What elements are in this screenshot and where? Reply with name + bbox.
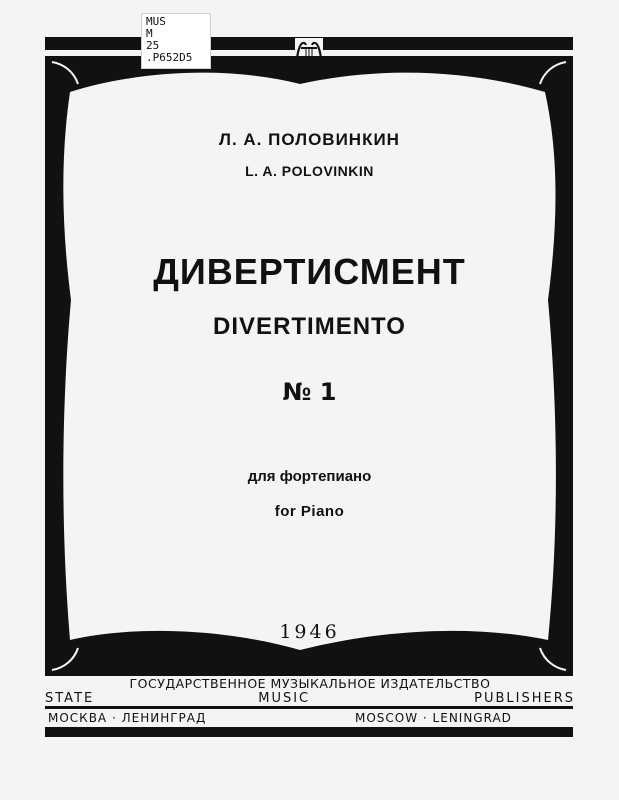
title-en: DIVERTIMENTO	[213, 313, 406, 340]
call-number-line: .P652D5	[146, 51, 193, 64]
title-ru: ДИВЕРТИСМЕНТ	[153, 251, 466, 292]
work-number: № 1	[282, 378, 337, 406]
call-number-line: MUS	[146, 15, 166, 28]
band-rule-top	[45, 706, 573, 709]
instrument-ru: для фортепиано	[247, 468, 372, 485]
composer-name-en: L. A. POLOVINKIN	[245, 163, 374, 179]
library-call-number-label	[141, 13, 211, 69]
publisher-name-ru: ГОСУДАРСТВЕННОЕ МУЗЫКАЛЬНОЕ ИЗДАТЕЛЬСТВО	[129, 676, 491, 691]
publisher-cities-en: MOSCOW · LENINGRAD	[355, 711, 512, 725]
call-number-line: 25	[146, 39, 160, 52]
call-number-line: M	[146, 27, 153, 40]
instrument-en: for Piano	[274, 503, 345, 520]
publisher-name-en: STATE MUSIC PUBLISHERS	[45, 691, 575, 706]
publisher-cities-ru: МОСКВА · ЛЕНИНГРАД	[48, 711, 207, 725]
composer-name-ru: Л. А. ПОЛОВИНКИН	[219, 130, 400, 149]
publication-year: 1946	[279, 621, 340, 643]
band-rule-bottom	[45, 727, 573, 737]
